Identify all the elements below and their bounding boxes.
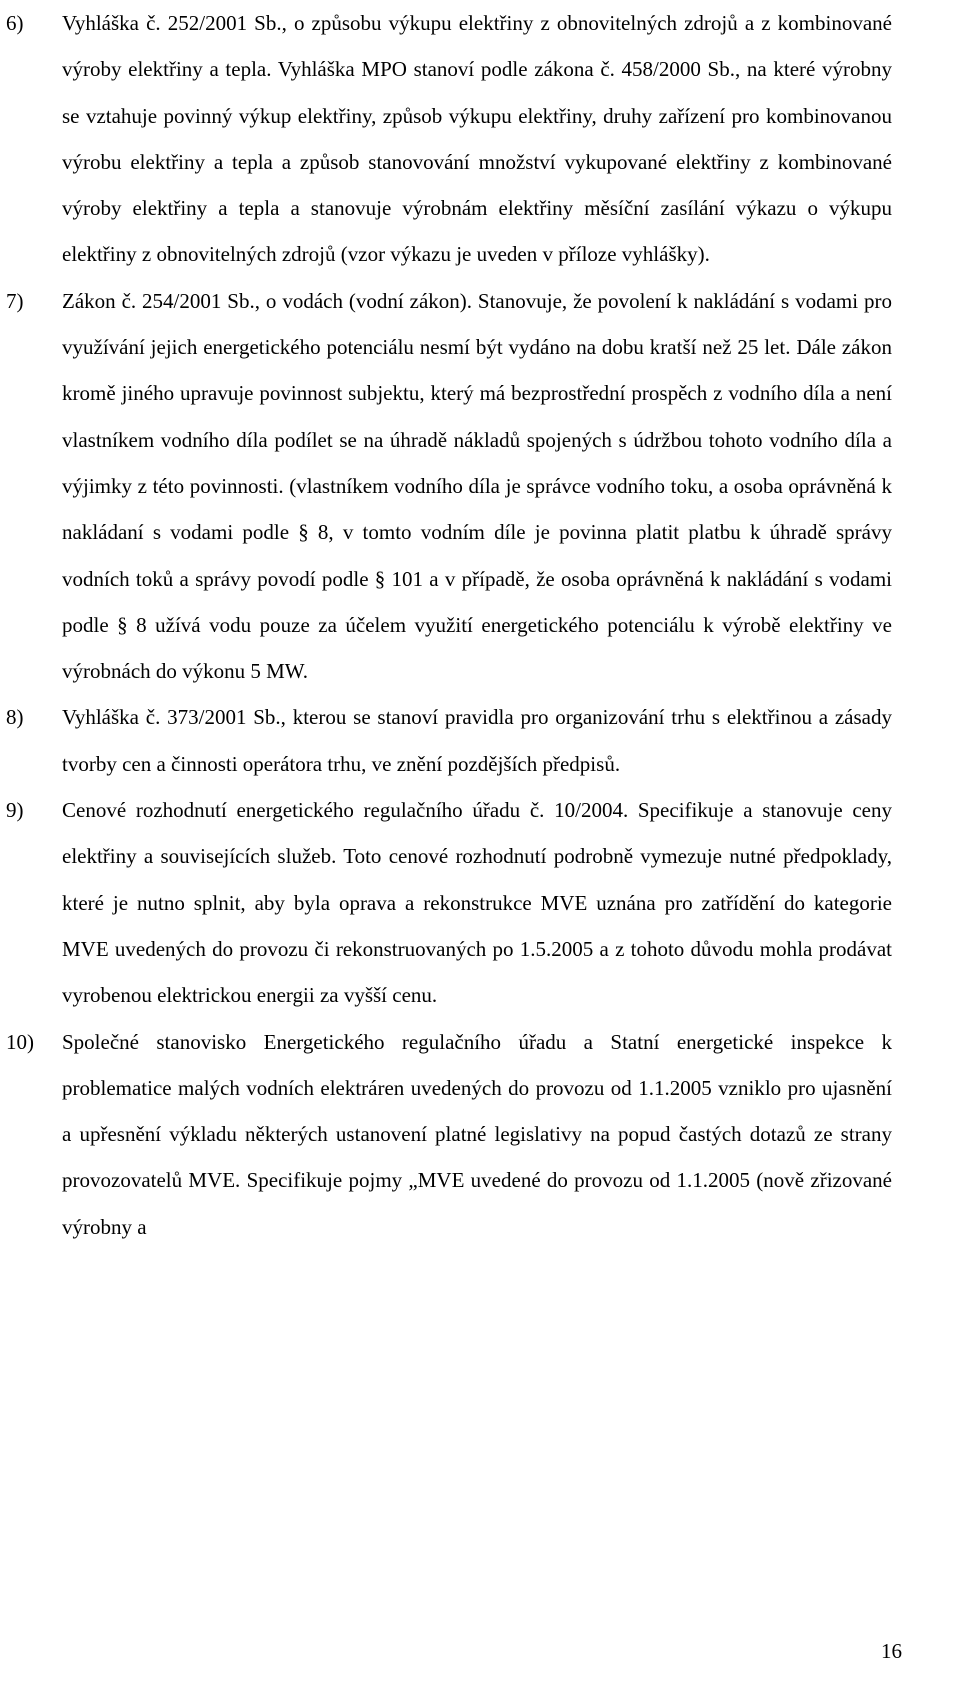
list-item bbox=[6, 1019, 892, 1250]
list-item bbox=[6, 278, 892, 695]
list-item-text: Vyhláška č. 252/2001 Sb., o způsobu výkupu elektřiny z obnovitelných zdrojů a z kombinované výroby elektřiny a tepla. Vyhláška MPO stanoví podle zákona č. 458/2000 Sb., na které výrobny se vztahuje povinný výkup elektřiny, způsob výkupu elektřiny, druhy zařízení pro kombinovanou výrobu elektřiny a tepla a způsob stanovování množství vykupované elektřiny z kombinované výroby elektřiny a tepla a stanovuje výrobnám elektřiny měsíční zasílání výkazu o výkupu elektřiny z obnovitelných zdrojů (vzor výkazu je uveden v příloze vyhlášky). bbox=[62, 11, 892, 267]
list-item-number: 7) bbox=[6, 288, 24, 313]
list-item bbox=[6, 0, 892, 278]
legislation-list bbox=[6, 0, 892, 1250]
list-item-number: 9) bbox=[6, 798, 24, 823]
list-item-number: 6) bbox=[6, 11, 24, 35]
list-item-number: 8) bbox=[6, 705, 24, 730]
list-item-number: 10) bbox=[6, 1029, 34, 1054]
list-item-text: Zákon č. 254/2001 Sb., o vodách (vodní zákon). Stanovuje, že povolení k nakládání s vodami pro využívání jejich energetického potenciálu nesmí být vydáno na dobu kratší než 25 let. Dále zákon kromě jiného upravuje povinnost subjektu, který má bezprostřední prospěch z vodního díla a není vlastníkem vodního díla podílet se na úhradě nákladů spojených s údržbou tohoto vodního díla a výjimky z této povinnosti. (vlastníkem vodního díla je správce vodního toku, a osoba oprávněná k nakládaní s vodami podle § 8, v tomto vodním díle je povinna platit platbu k úhradě správy vodních toků a správy povodí podle § 101 a v případě, že osoba oprávněná k nakládání s vodami podle § 8 užívá vodu pouze za účelem využití energetického potenciálu k výrobě elektřiny ve výrobnách do výkonu 5 MW. bbox=[62, 288, 892, 684]
page-number: 16 bbox=[881, 1639, 902, 1663]
list-item bbox=[6, 694, 892, 787]
list-item bbox=[6, 787, 892, 1018]
list-item-text: Vyhláška č. 373/2001 Sb., kterou se stanoví pravidla pro organizování trhu s elektřinou a zásady tvorby cen a činnosti operátora trhu, ve znění pozdějších předpisů. bbox=[62, 705, 892, 776]
list-item-text: Cenové rozhodnutí energetického regulačního úřadu č. 10/2004. Specifikuje a stanovuje ceny elektřiny a souvisejících služeb. Toto cenové rozhodnutí podrobně vymezuje nutné předpoklady, které je nutno splnit, aby byla oprava a rekonstrukce MVE uznána pro zatřídění do kategorie MVE uvedených do provozu či rekonstruovaných po 1.5.2005 a z tohoto důvodu mohla prodávat vyrobenou elektrickou energii za vyšší cenu. bbox=[62, 798, 892, 1008]
list-item-text: Společné stanovisko Energetického regulačního úřadu a Statní energetické inspekce k problematice malých vodních elektráren uvedených do provozu od 1.1.2005 vzniklo pro ujasnění a upřesnění výkladu některých ustanovení platné legislativy na popud častých dotazů ze strany provozovatelů MVE. Specifikuje pojmy „MVE uvedené do provozu od 1.1.2005 (nově zřizované výrobny a bbox=[62, 1029, 892, 1239]
